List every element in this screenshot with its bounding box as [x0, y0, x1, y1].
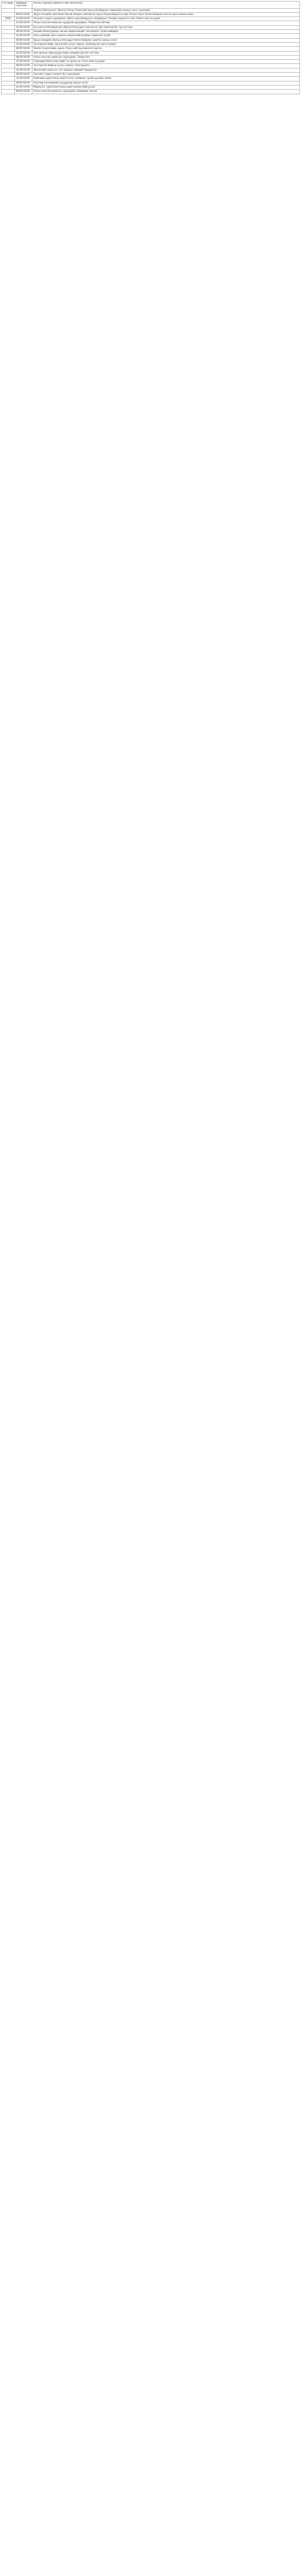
table-row: [2, 30, 300, 34]
row-time: 12:00-16:00: [15, 60, 32, 64]
row-time: 08:00-16:00: [15, 30, 32, 34]
table-row: [2, 42, 300, 46]
row-time: 08:00-16:00: [15, 81, 32, 85]
table-row: [2, 17, 300, 21]
row-date: [2, 55, 15, 59]
row-description: Хэвлэл мэдээллийн хурал. Олон нийтэд мэдээлэл хүргэх.: [32, 47, 300, 51]
row-description: Нийгмийн даатгалын шимтгэлээс чөлөөлөх тухай хуулийн төсөл.: [32, 77, 300, 81]
row-time: 12:00-16:00: [15, 34, 32, 38]
row-time: 08:00-16:00: [15, 12, 32, 16]
row-time: 12:00-16:00: [15, 51, 32, 55]
row-date: [2, 64, 15, 68]
row-date: [2, 85, 15, 89]
table-row: [2, 90, 300, 94]
table-row: [2, 64, 300, 68]
row-date: [2, 77, 15, 81]
table-row: [2, 85, 300, 89]
row-description: Тусгаарлах байр, эмнэлгийн хүчин чадлыг нэмэгдүүлэх арга хэмжээ.: [32, 42, 300, 46]
row-description: Засгийн газрын хуралдаан: Шинэ коронавирусын халдварын талаарх мэдээлэл. Хил, боомт хаах асуудал.: [32, 17, 300, 21]
row-time: 12:00-16:00: [15, 42, 32, 46]
row-date: [2, 38, 15, 42]
table-row: [2, 55, 300, 59]
table-row: [2, 8, 300, 12]
row-date: [2, 73, 15, 77]
header-time: Шийдвэр гаргасан: [15, 2, 32, 9]
table-row: [2, 51, 300, 55]
row-description: Улсын онцгой комиссын хуралдаан. Тэмдэглэл.: [32, 55, 300, 59]
row-date: [2, 30, 15, 34]
row-date: [2, 25, 15, 29]
row-description: Засгийн газрын ээлжит бус хуралдаан.: [32, 73, 300, 77]
table-row: [2, 47, 300, 51]
row-description: Хүнсний хангамжийн асуудлаар ажлын хэсэг.: [32, 81, 300, 85]
row-description: Тусгаарлах байрны хүчин чадлыг нэмэгдүүлэх.: [32, 64, 300, 68]
row-description: Гадаадад байгаа иргэдийг эх оронд нь татан авах асуудал.: [32, 60, 300, 64]
table-row: [2, 25, 300, 29]
table-row: [2, 21, 300, 25]
table-row: [2, 60, 300, 64]
table-row: [2, 77, 300, 81]
row-date: [2, 12, 15, 16]
row-date: [2, 34, 15, 38]
table-body: [2, 8, 300, 94]
row-date: [2, 42, 15, 46]
row-date: [2, 81, 15, 85]
row-date: 2020: [2, 17, 15, 21]
row-time: 08:00-16:00: [15, 38, 32, 42]
table-row: [2, 38, 300, 42]
row-time: 08:00-16:00: [15, 47, 32, 51]
row-description: Улсын онцгой комиссын шуурхай хуралдаан. Тэмдэглэл хөтлөв.: [32, 21, 300, 25]
header-date: Гэх өдөр: [2, 2, 15, 9]
row-description: Мэдээлэл, сурталчилгааны ажил зохион байгуулах.: [32, 85, 300, 89]
row-description: Эрүүл мэндийн яам болон бусад яамдын хамтарсан хурал Коронавирусын цар тахлын эсрэг бэлэн байдлыг хангах арга хэмжээ авах.: [32, 12, 300, 16]
row-description: Бүх шатны боловсролын байгууллагуудын сургалтын үйл ажиллагааг түр зогсоох.: [32, 25, 300, 29]
table-row: [2, 12, 300, 16]
row-time: 12:00-16:00: [15, 25, 32, 29]
row-time: 12:00-16:00: [15, 85, 32, 89]
row-time: 12:00-16:00: [15, 17, 32, 21]
table-row: [2, 81, 300, 85]
row-time: 08:00-16:00: [15, 73, 32, 77]
row-description: Хил орчмын аймгуудад хорио цээрийн дэглэм тогтоох.: [32, 51, 300, 55]
row-time: 12:00-16:00: [15, 68, 32, 72]
row-time: [15, 8, 32, 12]
schedule-table: [1, 1, 300, 94]
row-time: 08:00-16:00: [15, 64, 32, 68]
row-time: 11:00-16:00: [15, 21, 32, 25]
row-date: [2, 51, 15, 55]
row-date: [2, 60, 15, 64]
row-time: 12:00-16:00: [15, 77, 32, 81]
row-time: 08:00-16:00: [15, 90, 32, 94]
row-description: Эмнэлгийн хэрэгсэл, эм тарианы нөөцийг бүрдүүлэх.: [32, 68, 300, 72]
row-description: Зохион байгуулалт, Монгол Улсын Үндэсний аюулгүй байдлын зөвлөлийн ажлын хэсэг хуралдав.: [32, 8, 300, 12]
row-date: [2, 8, 15, 12]
row-date: [2, 21, 15, 25]
table-row: [2, 34, 300, 38]
table-header-row: [2, 2, 300, 9]
table-row: [2, 68, 300, 72]
row-date: [2, 47, 15, 51]
table-row: [2, 73, 300, 77]
row-description: Хилийн боомтуудаар зорчих хөдөлгөөнийг хязгаарлах тухай шийдвэр.: [32, 30, 300, 34]
row-date: [2, 90, 15, 94]
row-description: Олон нийтийн арга хэмжээ зохион байгуулахыг хориглох тухай.: [32, 34, 300, 38]
header-desc: Ажлын хүрээнд хийгдсэн үйл ажиллагаа: [32, 2, 300, 9]
row-time: 08:00-16:00: [15, 55, 32, 59]
row-description: Улсын онцгой комиссын хуралдаан. Шийдвэр гаргав.: [32, 90, 300, 94]
row-description: Эрүүл мэндийн байгууллагуудын бэлэн байдлыг шалгах ажлын хэсэг.: [32, 38, 300, 42]
row-date: [2, 68, 15, 72]
